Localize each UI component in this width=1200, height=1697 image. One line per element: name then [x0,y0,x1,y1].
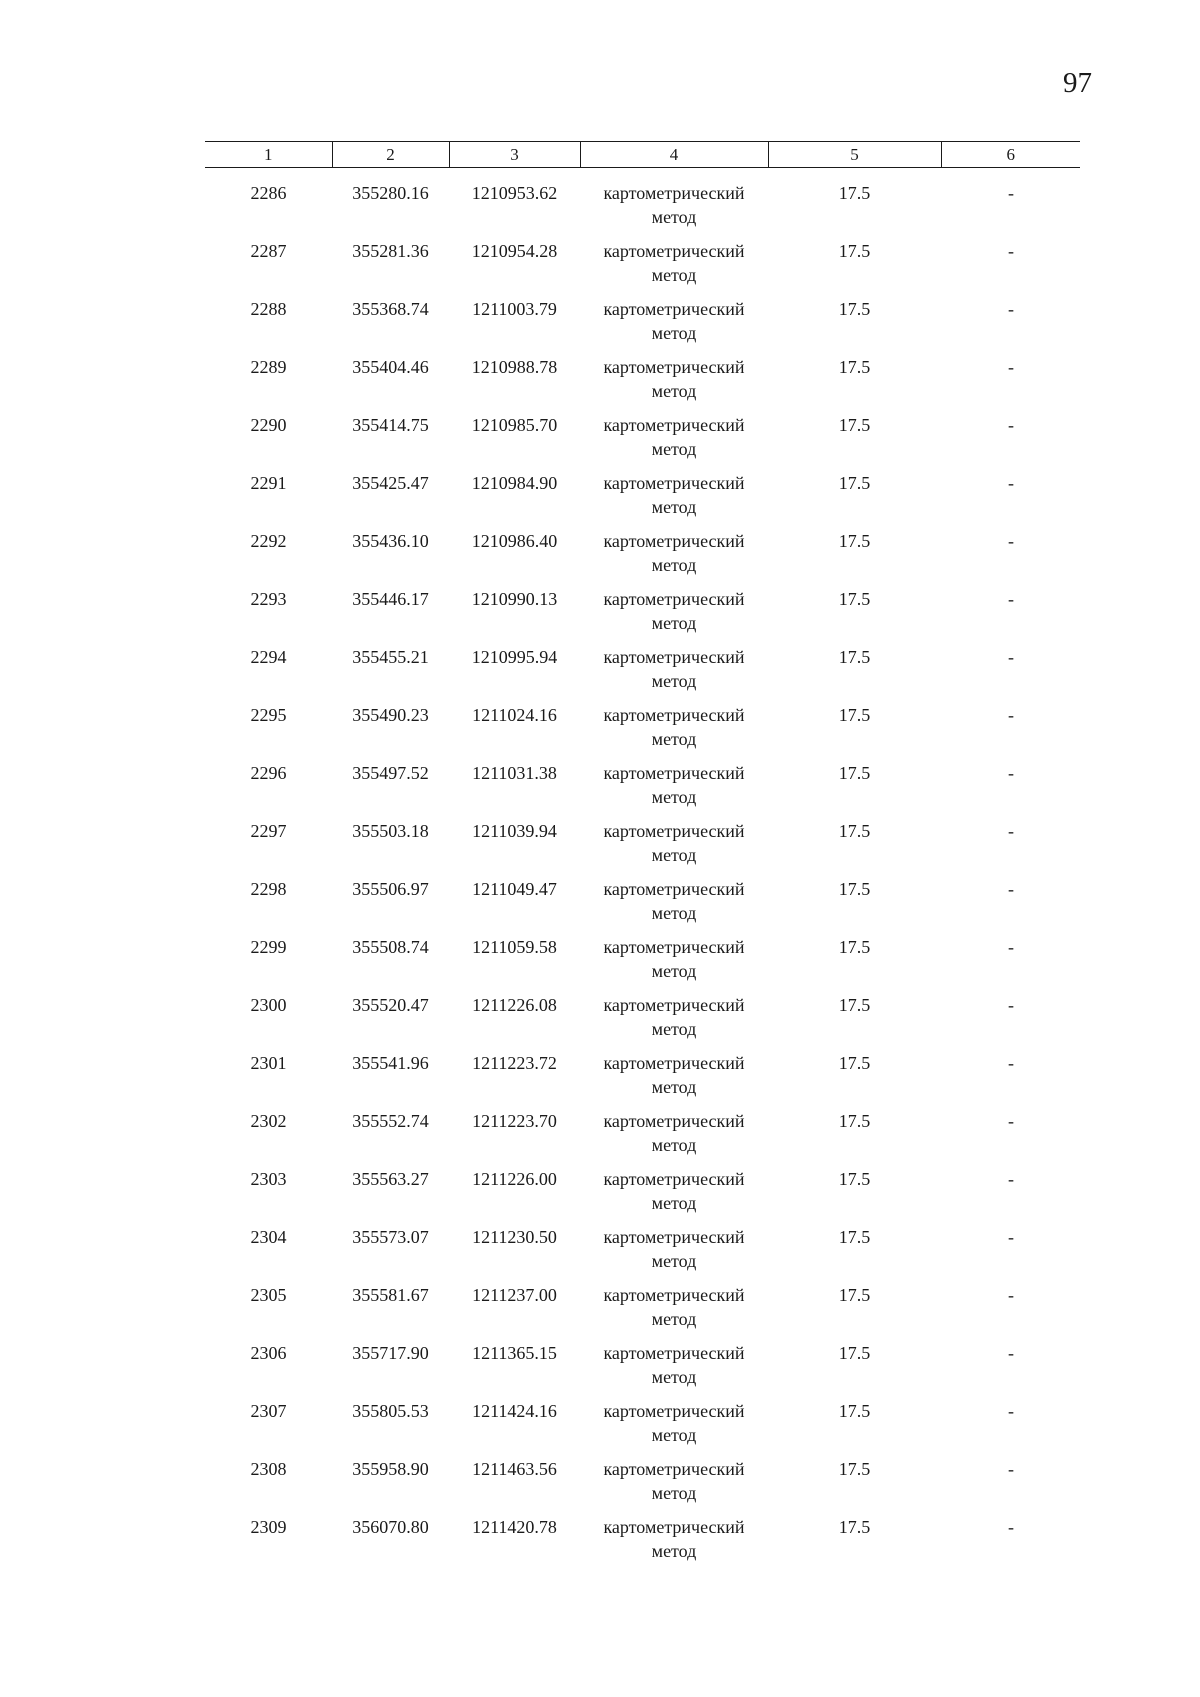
table-body [205,168,1080,1574]
column-header-4: 4 [580,142,768,168]
method-line-1: картометрический [603,1227,745,1247]
method-line-2: метод [651,613,697,633]
note-value: - [1008,299,1014,319]
note-value: - [1008,1169,1014,1189]
method-cell [580,1457,768,1515]
coordinate-x: 355503.18 [352,821,429,841]
note-value: - [1008,357,1014,377]
coordinate-y: 1211365.15 [472,1343,557,1363]
table-row [205,1341,1080,1399]
coordinate-y: 1211031.38 [472,763,557,783]
table-row [205,355,1080,413]
point-number: 2307 [250,1401,287,1421]
method-line-2: метод [651,439,697,459]
method-line-1: картометрический [603,299,745,319]
point-number: 2302 [250,1111,287,1131]
note-value: - [1008,473,1014,493]
coordinate-x: 355563.27 [352,1169,429,1189]
method-line-2: метод [651,265,697,285]
accuracy-value: 17.5 [838,879,871,899]
method-cell [580,877,768,935]
method-cell [580,1167,768,1225]
point-number: 2291 [250,473,287,493]
coordinate-x: 355552.74 [352,1111,429,1131]
note-value: - [1008,647,1014,667]
method-line-1: картометрический [603,995,745,1015]
note-value: - [1008,183,1014,203]
coordinate-x: 355280.16 [352,183,429,203]
coordinate-y: 1210953.62 [471,183,558,203]
point-number: 2295 [250,705,287,725]
note-value: - [1008,705,1014,725]
method-line-2: метод [651,1541,697,1561]
accuracy-value: 17.5 [838,821,871,841]
method-line-1: картометрический [603,647,745,667]
accuracy-value: 17.5 [838,763,871,783]
note-value: - [1008,763,1014,783]
table-row [205,297,1080,355]
accuracy-value: 17.5 [838,357,871,377]
coordinate-x: 355573.07 [352,1227,429,1247]
method-cell [580,239,768,297]
point-number: 2309 [250,1517,287,1537]
column-header-1: 1 [205,142,332,168]
table-row [205,819,1080,877]
method-line-2: метод [651,555,697,575]
coordinate-y: 1211039.94 [472,821,557,841]
accuracy-value: 17.5 [838,937,871,957]
point-number: 2306 [250,1343,287,1363]
method-line-1: картометрический [603,763,745,783]
method-cell [580,355,768,413]
column-header-2: 2 [332,142,449,168]
point-number: 2297 [250,821,287,841]
accuracy-value: 17.5 [838,183,871,203]
method-cell [580,529,768,587]
accuracy-value: 17.5 [838,1227,871,1247]
method-line-1: картометрический [603,1111,745,1131]
coordinate-y: 1210988.78 [471,357,558,377]
method-line-1: картометрический [603,1285,745,1305]
accuracy-value: 17.5 [838,589,871,609]
coordinate-x: 355717.90 [352,1343,429,1363]
note-value: - [1008,1053,1014,1073]
coordinate-y: 1211024.16 [472,705,557,725]
method-line-2: метод [651,845,697,865]
method-line-1: картометрический [603,937,745,957]
accuracy-value: 17.5 [838,1459,871,1479]
table-row [205,877,1080,935]
method-cell [580,1109,768,1167]
note-value: - [1008,1401,1014,1421]
point-number: 2300 [250,995,287,1015]
method-cell [580,1283,768,1341]
table-row [205,471,1080,529]
note-value: - [1008,241,1014,261]
method-line-1: картометрический [603,241,745,261]
point-number: 2303 [250,1169,287,1189]
coordinate-x: 355455.21 [352,647,429,667]
point-number: 2301 [250,1053,287,1073]
table-row [205,993,1080,1051]
header-row [205,142,1080,168]
note-value: - [1008,1285,1014,1305]
table-row [205,529,1080,587]
method-cell [580,935,768,993]
coordinate-x: 355520.47 [352,995,429,1015]
method-cell [580,1515,768,1573]
table-row [205,1167,1080,1225]
accuracy-value: 17.5 [838,705,871,725]
method-line-1: картометрический [603,821,745,841]
method-line-2: метод [651,1483,697,1503]
method-line-2: метод [651,1309,697,1329]
accuracy-value: 17.5 [838,1053,871,1073]
column-header-3: 3 [449,142,580,168]
note-value: - [1008,995,1014,1015]
accuracy-value: 17.5 [838,1401,871,1421]
method-line-1: картометрический [603,473,745,493]
coordinate-y: 1211420.78 [472,1517,557,1537]
method-line-1: картометрический [603,1517,745,1537]
method-line-1: картометрический [603,415,745,435]
coordinate-y: 1211223.72 [472,1053,557,1073]
method-cell [580,819,768,877]
coordinate-y: 1211424.16 [472,1401,557,1421]
coordinate-y: 1210990.13 [471,589,558,609]
coordinate-x: 355446.17 [352,589,429,609]
coordinate-y: 1211463.56 [472,1459,557,1479]
method-line-2: метод [651,497,697,517]
table-row [205,587,1080,645]
method-line-2: метод [651,1251,697,1271]
method-cell [580,1341,768,1399]
method-line-2: метод [651,1019,697,1039]
method-line-2: метод [651,671,697,691]
coordinate-y: 1211223.70 [472,1111,557,1131]
accuracy-value: 17.5 [838,647,871,667]
accuracy-value: 17.5 [838,995,871,1015]
note-value: - [1008,415,1014,435]
method-cell [580,1225,768,1283]
coordinate-x: 355368.74 [352,299,429,319]
point-number: 2288 [250,299,287,319]
coordinate-x: 355805.53 [352,1401,429,1421]
accuracy-value: 17.5 [838,1285,871,1305]
table-row [205,168,1080,240]
accuracy-value: 17.5 [838,1169,871,1189]
note-value: - [1008,1227,1014,1247]
table-row [205,935,1080,993]
coordinate-y: 1211230.50 [472,1227,557,1247]
coordinate-x: 355497.52 [352,763,429,783]
point-number: 2299 [250,937,287,957]
coordinate-y: 1211237.00 [472,1285,557,1305]
coordinate-x: 355436.10 [352,531,429,551]
coordinates-table [205,141,1080,1573]
coordinate-x: 355281.36 [352,241,429,261]
coordinate-y: 1210995.94 [471,647,558,667]
method-line-1: картометрический [603,879,745,899]
note-value: - [1008,1459,1014,1479]
accuracy-value: 17.5 [838,531,871,551]
method-cell [580,703,768,761]
point-number: 2289 [250,357,287,377]
note-value: - [1008,1111,1014,1131]
table-row [205,1225,1080,1283]
method-line-1: картометрический [603,531,745,551]
table-row [205,703,1080,761]
accuracy-value: 17.5 [838,1111,871,1131]
note-value: - [1008,879,1014,899]
method-line-2: метод [651,1425,697,1445]
point-number: 2293 [250,589,287,609]
method-line-2: метод [651,1367,697,1387]
method-cell [580,1399,768,1457]
coordinate-y: 1210986.40 [471,531,558,551]
coordinate-x: 355414.75 [352,415,429,435]
method-line-1: картометрический [603,1401,745,1421]
note-value: - [1008,1517,1014,1537]
coordinate-x: 355490.23 [352,705,429,725]
point-number: 2286 [250,183,287,203]
table-row [205,1109,1080,1167]
method-cell [580,645,768,703]
accuracy-value: 17.5 [838,473,871,493]
coordinate-y: 1211226.00 [472,1169,557,1189]
method-cell [580,761,768,819]
accuracy-value: 17.5 [838,241,871,261]
method-cell [580,993,768,1051]
page-number: 97 [1063,67,1092,99]
method-line-1: картометрический [603,1459,745,1479]
coordinate-y: 1210985.70 [471,415,558,435]
table-header [205,142,1080,168]
table-row [205,1399,1080,1457]
point-number: 2305 [250,1285,287,1305]
coordinate-y: 1211049.47 [472,879,557,899]
method-line-1: картометрический [603,589,745,609]
point-number: 2287 [250,241,287,261]
method-line-1: картометрический [603,183,745,203]
method-cell [580,471,768,529]
method-line-2: метод [651,207,697,227]
table-row [205,1457,1080,1515]
coordinate-x: 355425.47 [352,473,429,493]
column-header-6: 6 [941,142,1080,168]
coordinate-y: 1211059.58 [472,937,557,957]
method-line-2: метод [651,729,697,749]
note-value: - [1008,821,1014,841]
table-row [205,1283,1080,1341]
method-line-1: картометрический [603,357,745,377]
column-header-5: 5 [768,142,941,168]
point-number: 2304 [250,1227,287,1247]
method-line-2: метод [651,1135,697,1155]
coordinate-y: 1211226.08 [472,995,557,1015]
point-number: 2298 [250,879,287,899]
coordinate-x: 356070.80 [352,1517,429,1537]
method-line-1: картометрический [603,705,745,725]
coordinate-x: 355958.90 [352,1459,429,1479]
accuracy-value: 17.5 [838,1343,871,1363]
note-value: - [1008,1343,1014,1363]
table-row [205,413,1080,471]
note-value: - [1008,531,1014,551]
coordinate-x: 355404.46 [352,357,429,377]
coordinate-x: 355506.97 [352,879,429,899]
table-row [205,239,1080,297]
method-line-1: картометрический [603,1343,745,1363]
method-cell [580,297,768,355]
table-row [205,1515,1080,1573]
method-cell [580,168,768,240]
method-line-2: метод [651,1077,697,1097]
method-line-1: картометрический [603,1053,745,1073]
table-row [205,761,1080,819]
method-cell [580,413,768,471]
method-cell [580,587,768,645]
method-line-2: метод [651,381,697,401]
coordinate-x: 355581.67 [352,1285,429,1305]
accuracy-value: 17.5 [838,415,871,435]
method-line-2: метод [651,961,697,981]
method-cell [580,1051,768,1109]
method-line-2: метод [651,787,697,807]
point-number: 2290 [250,415,287,435]
accuracy-value: 17.5 [838,299,871,319]
table-row [205,1051,1080,1109]
coordinate-x: 355508.74 [352,937,429,957]
coordinate-y: 1211003.79 [472,299,557,319]
method-line-2: метод [651,903,697,923]
coordinate-y: 1210954.28 [471,241,558,261]
point-number: 2296 [250,763,287,783]
note-value: - [1008,937,1014,957]
note-value: - [1008,589,1014,609]
accuracy-value: 17.5 [838,1517,871,1537]
coordinate-x: 355541.96 [352,1053,429,1073]
method-line-2: метод [651,1193,697,1213]
method-line-1: картометрический [603,1169,745,1189]
point-number: 2294 [250,647,287,667]
point-number: 2308 [250,1459,287,1479]
table-row [205,645,1080,703]
point-number: 2292 [250,531,287,551]
method-line-2: метод [651,323,697,343]
coordinate-y: 1210984.90 [471,473,558,493]
